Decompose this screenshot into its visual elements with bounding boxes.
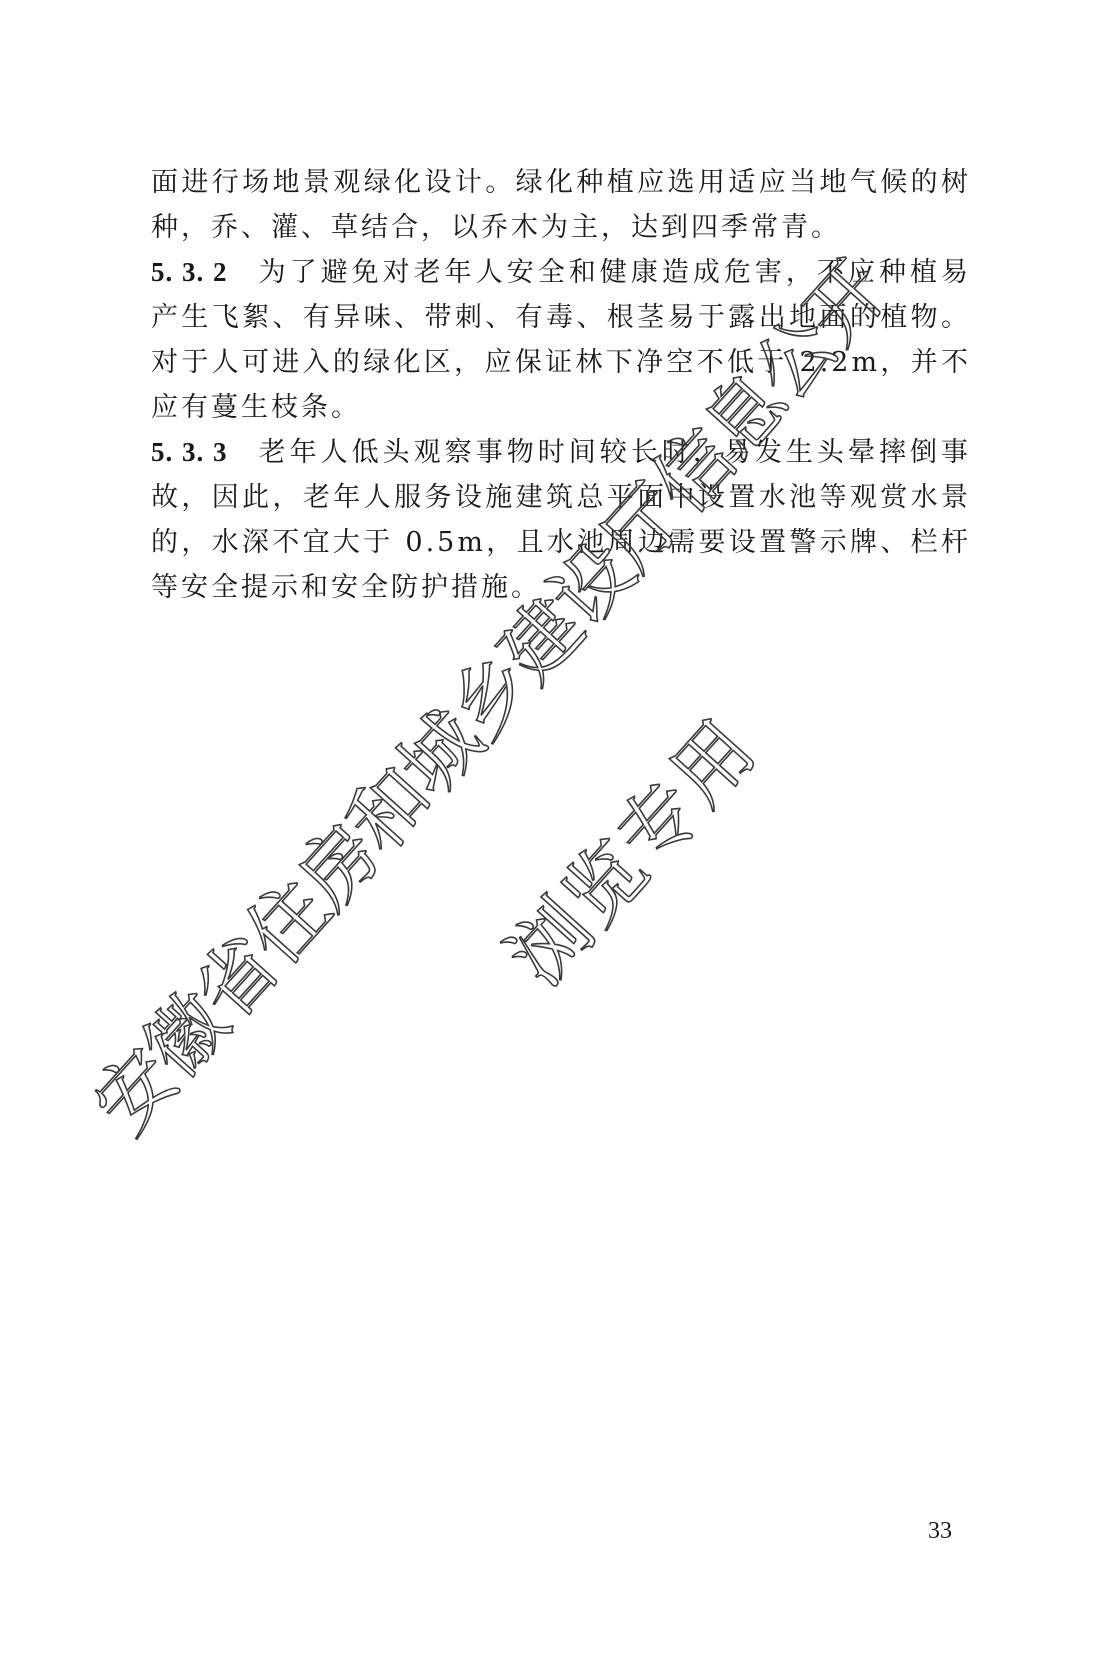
clause-number: 5. 3. 3 [151, 437, 228, 467]
clause-5-3-3 [151, 430, 971, 610]
paragraph-text: 面进行场地景观绿化设计。绿化种植应选用适应当地气候的树种，乔、灌、草结合，以乔木为主，达到四季常青。 [151, 167, 971, 243]
clause-5-3-2 [151, 250, 971, 430]
clause-text: 为了避免对老年人安全和健康造成危害，不应种植易产生飞絮、有异味、带刺、有毒、根茎易于露出地面的植物。对于人可进入的绿化区，应保证林下净空不低于 2.2m，并不应有蔓生枝条。 [151, 257, 972, 423]
document-body [151, 160, 971, 610]
clause-text: 老年人低头观察事物时间较长时，易发生头晕摔倒事故，因此，老年人服务设施建筑总平面中设置水池等观赏水景的，水深不宜大于 0.5m，且水池周边需要设置警示牌、栏杆等安全提示和安全防护措施。 [151, 437, 972, 603]
paragraph-continuation [151, 160, 971, 250]
watermark-line-1: 安徽省住房和城乡建设厅信息公开 [77, 243, 907, 1151]
watermark-line-2: 浏览专用 [492, 704, 774, 1003]
clause-number: 5. 3. 2 [151, 257, 228, 287]
page-number: 33 [928, 1518, 952, 1544]
